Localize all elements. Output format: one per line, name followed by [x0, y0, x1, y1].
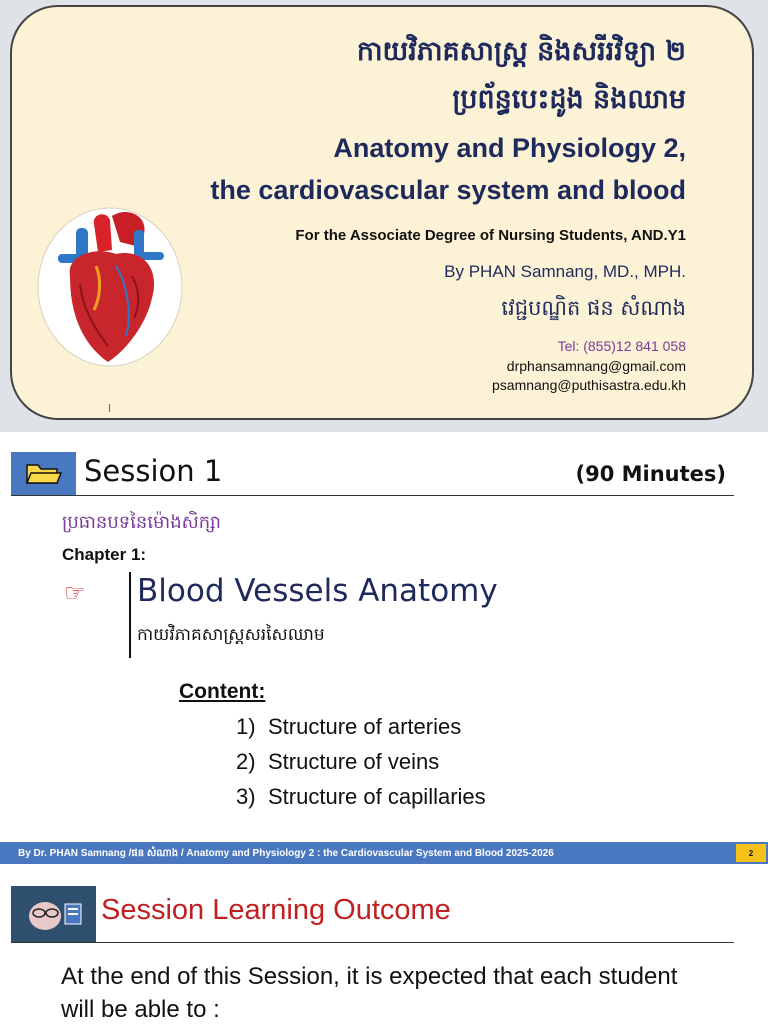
khmer-topic-heading: ប្រធានបទនៃម៉ោងសិក្សា	[62, 512, 221, 533]
slide-tick-mark	[109, 404, 110, 412]
title-slide	[0, 0, 768, 432]
chapter-label: Chapter 1:	[62, 545, 147, 564]
session-slide	[0, 432, 768, 835]
author-name: By PHAN Samnang, MD., MPH.	[444, 262, 686, 281]
session-duration: (90 Minutes)	[575, 462, 726, 486]
page-number-badge: 2	[736, 844, 766, 862]
chapter-title: Blood Vessels Anatomy	[137, 573, 498, 609]
phone-number: Tel: (855)12 841 058	[557, 338, 686, 354]
outcome-slide	[0, 864, 768, 1024]
content-label: Content:	[179, 680, 266, 703]
heart-illustration	[36, 206, 184, 368]
title-divider	[11, 495, 734, 496]
chapter-vertical-bar	[129, 572, 131, 658]
email-primary: drphansamnang@gmail.com	[506, 358, 686, 374]
list-item: 1) Structure of arteries	[236, 714, 462, 739]
pointing-hand-icon: ☞	[64, 579, 86, 607]
chapter-title-khmer: កាយវិភាគសាស្ត្រសរសៃឈាម	[137, 625, 325, 645]
outcome-intro: At the end of this Session, it is expected that each student will be able to :	[61, 963, 678, 1023]
list-item: 3) Structure of capillaries	[236, 784, 486, 809]
khmer-course-title: កាយវិភាគសាស្ត្រ និងសរីរវិទ្យា ២	[356, 36, 686, 67]
audience-line: For the Associate Degree of Nursing Students, AND.Y1	[295, 227, 686, 244]
footer-credit: By Dr. PHAN Samnang /ផន សំណាង / Anatomy and Physiology 2 : the Cardiovascular System and Blood 2025-2026	[18, 848, 554, 859]
khmer-course-subtitle: ប្រព័ន្ធបេះដូង និងឈាម	[452, 84, 686, 115]
content-list	[236, 709, 486, 814]
author-name-khmer: វេជ្ជបណ្ឌិត ផន សំណាង	[501, 296, 686, 320]
teacher-icon	[11, 886, 96, 942]
outcome-divider	[11, 942, 734, 943]
outcome-title: Session Learning Outcome	[101, 894, 451, 926]
folder-icon	[11, 452, 76, 495]
list-item: 2) Structure of veins	[236, 749, 440, 774]
session-title: Session 1	[84, 454, 223, 488]
slide-footer	[0, 842, 768, 864]
email-secondary: psamnang@puthisastra.edu.kh	[492, 377, 686, 393]
english-course-title: Anatomy and Physiology 2,	[333, 133, 686, 163]
english-course-subtitle: the cardiovascular system and blood	[210, 175, 686, 205]
